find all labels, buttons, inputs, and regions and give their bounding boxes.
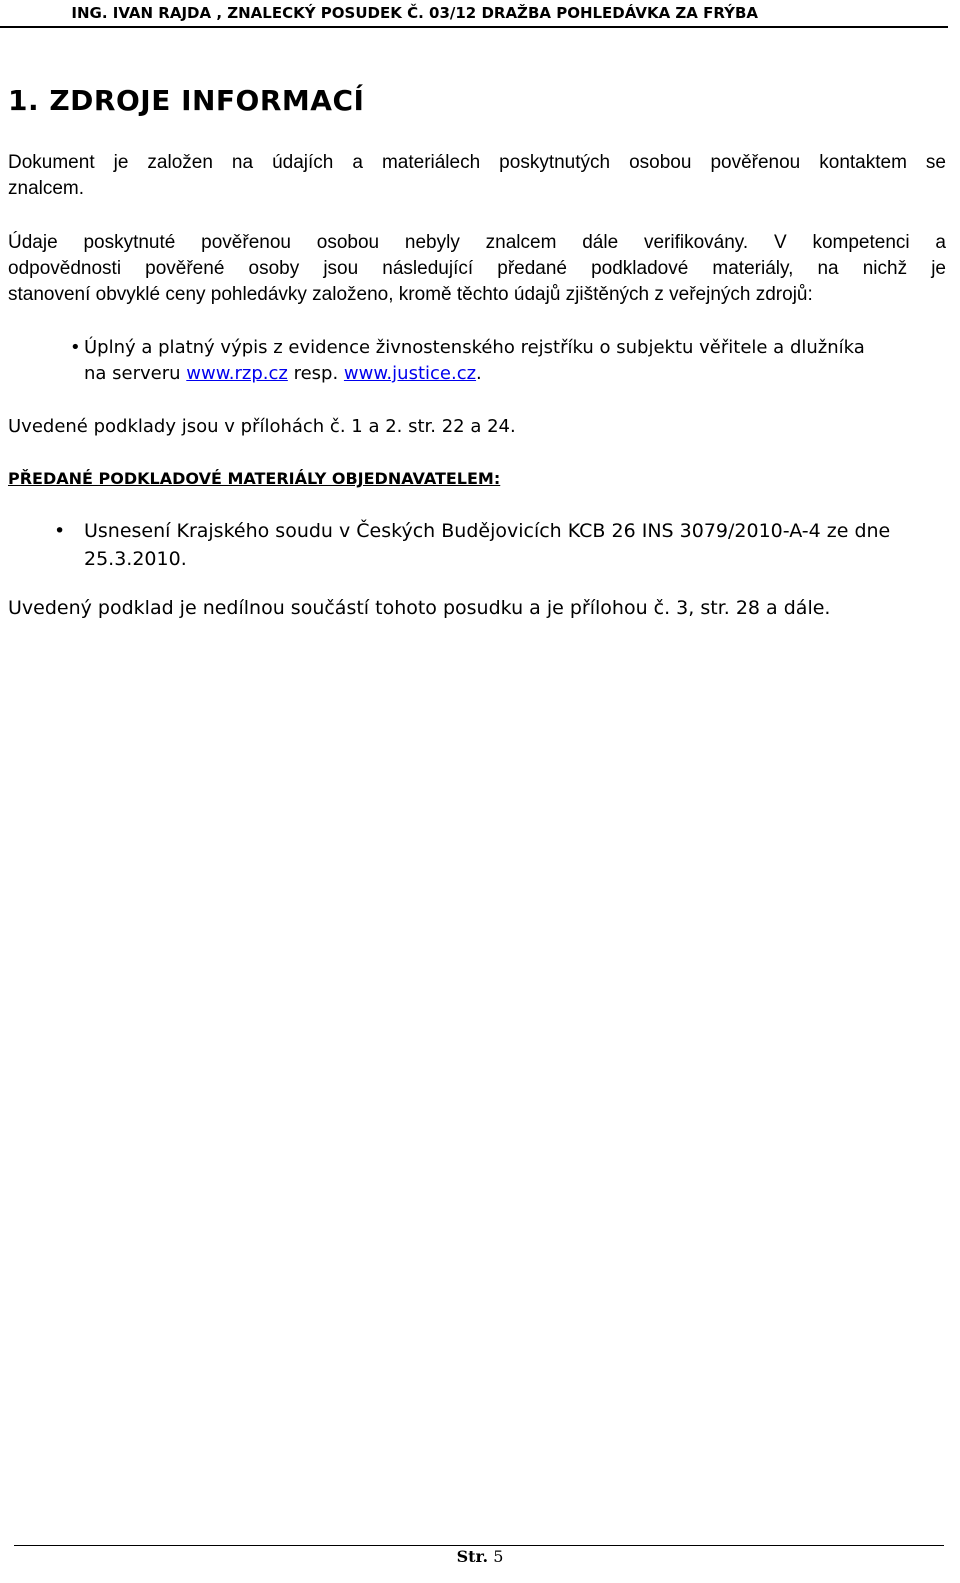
page-header [0, 4, 948, 28]
bullet-item-register-extract [70, 335, 940, 387]
bullet-line: Úplný a platný výpis z evidence živnostenského rejstříku o subjektu věřitele a dlužníka [84, 337, 865, 358]
bullet-item-court-resolution [54, 517, 940, 573]
bullet-middle: resp. [287, 363, 344, 384]
link-justice[interactable]: www.justice.cz [343, 363, 477, 384]
paragraph-line: Dokument je založen na údajích a materiálech poskytnutých osobou pověřenou kontaktem se [8, 152, 946, 173]
bullet-line: 25.3.2010. [84, 548, 187, 570]
page-footer [0, 1546, 960, 1568]
bullet-dot-icon: • [54, 520, 66, 542]
paragraph-attachments: Uvedené podklady jsou v přílohách č. 1 a 2. str. 22 a 24. [8, 416, 516, 437]
bullet-dot-icon: • [70, 337, 81, 358]
bullet-prefix: na serveru [84, 363, 187, 384]
header-text: ING. IVAN RAJDA , ZNALECKÝ POSUDEK Č. 03/12 DRAŽBA POHLEDÁVKA ZA FRÝBA [71, 4, 758, 22]
paragraph-line: stanovení obvyklé ceny pohledávky založeno, kromě těchto údajů zjištěných z veřejných zdrojů: [8, 284, 813, 305]
section-title: 1. ZDROJE INFORMACÍ [8, 84, 365, 117]
paragraph-verification [8, 230, 946, 308]
paragraph-attachment-note: Uvedený podklad je nedílnou součástí tohoto posudku a je přílohou č. 3, str. 28 a dále. [8, 597, 831, 619]
bullet-line: Usnesení Krajského soudu v Českých Budějovicích KCB 26 INS 3079/2010-A-4 ze dne [84, 520, 891, 542]
page-number: 5 [493, 1547, 504, 1566]
paragraph-line: znalcem. [8, 178, 85, 199]
subheading-client-materials: PŘEDANÉ PODKLADOVÉ MATERIÁLY OBJEDNAVATELEM: [8, 469, 501, 488]
paragraph-sources [8, 150, 946, 202]
page-label: Str. [456, 1547, 489, 1566]
bullet-suffix: . [476, 363, 482, 384]
paragraph-line: odpovědnosti pověřené osoby jsou následující předané podkladové materiály, na nichž je [8, 258, 946, 279]
link-rzp[interactable]: www.rzp.cz [186, 363, 288, 384]
paragraph-line: Údaje poskytnuté pověřenou osobou nebyly znalcem dále verifikovány. V kompetenci a [8, 232, 946, 253]
